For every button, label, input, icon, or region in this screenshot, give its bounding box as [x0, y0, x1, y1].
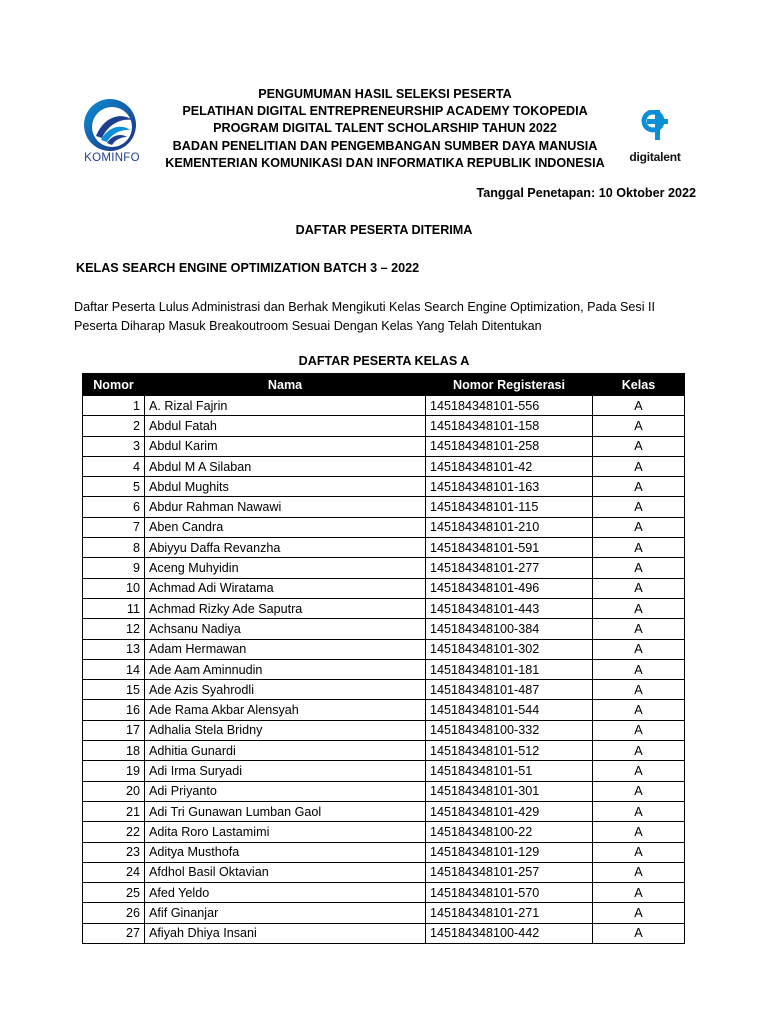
table-row — [83, 761, 685, 781]
cell-nama: Abdul M A Silaban — [145, 456, 426, 476]
cell-nomor: 19 — [83, 761, 145, 781]
cell-nama: Abdul Fatah — [145, 416, 426, 436]
cell-nomor: 11 — [83, 598, 145, 618]
cell-nama: Ade Aam Aminnudin — [145, 659, 426, 679]
cell-kelas: A — [593, 761, 685, 781]
header-nama: Nama — [145, 374, 426, 396]
kominfo-logo-icon — [74, 98, 150, 152]
cell-registrasi: 145184348101-42 — [426, 456, 593, 476]
cell-registrasi: 145184348101-496 — [426, 578, 593, 598]
cell-kelas: A — [593, 883, 685, 903]
table-body — [83, 396, 685, 944]
cell-nomor: 10 — [83, 578, 145, 598]
cell-nama: Aben Candra — [145, 517, 426, 537]
cell-kelas: A — [593, 923, 685, 943]
cell-nomor: 6 — [83, 497, 145, 517]
header-line-2: PELATIHAN DIGITAL ENTREPRENEURSHIP ACADEMY TOKOPEDIA — [182, 104, 588, 119]
cell-nomor: 15 — [83, 680, 145, 700]
table-row — [83, 801, 685, 821]
header-line-1: PENGUMUMAN HASIL SELEKSI PESERTA — [258, 87, 512, 101]
description-line-2: Peserta Diharap Masuk Breakoutroom Sesuai Dengan Kelas Yang Telah Ditentukan — [74, 319, 542, 333]
table-header-row — [83, 374, 685, 396]
cell-kelas: A — [593, 659, 685, 679]
cell-nama: Adi Tri Gunawan Lumban Gaol — [145, 801, 426, 821]
cell-nomor: 16 — [83, 700, 145, 720]
cell-registrasi: 145184348100-442 — [426, 923, 593, 943]
cell-nama: Ade Rama Akbar Alensyah — [145, 700, 426, 720]
table-row — [83, 619, 685, 639]
table-row — [83, 456, 685, 476]
cell-kelas: A — [593, 538, 685, 558]
header-line-4: BADAN PENELITIAN DAN PENGEMBANGAN SUMBER DAYA MANUSIA — [172, 138, 598, 153]
cell-kelas: A — [593, 497, 685, 517]
header-line-5: KEMENTERIAN KOMUNIKASI DAN INFORMATIKA REPUBLIK INDONESIA — [165, 155, 605, 170]
table-row — [83, 700, 685, 720]
cell-nomor: 21 — [83, 801, 145, 821]
cell-registrasi: 145184348101-271 — [426, 903, 593, 923]
cell-nama: Adhalia Stela Bridny — [145, 720, 426, 740]
cell-registrasi: 145184348101-51 — [426, 761, 593, 781]
cell-kelas: A — [593, 456, 685, 476]
cell-nama: Afif Ginanjar — [145, 903, 426, 923]
cell-registrasi: 145184348101-302 — [426, 639, 593, 659]
cell-registrasi: 145184348101-158 — [426, 416, 593, 436]
description — [74, 298, 704, 336]
cell-kelas: A — [593, 598, 685, 618]
header-kelas: Kelas — [593, 374, 685, 396]
table-row — [83, 781, 685, 801]
cell-nomor: 4 — [83, 456, 145, 476]
table-row — [83, 598, 685, 618]
cell-kelas: A — [593, 416, 685, 436]
cell-kelas: A — [593, 781, 685, 801]
cell-nomor: 23 — [83, 842, 145, 862]
cell-kelas: A — [593, 639, 685, 659]
table-row — [83, 497, 685, 517]
cell-nama: Aceng Muhyidin — [145, 558, 426, 578]
cell-kelas: A — [593, 700, 685, 720]
cell-registrasi: 145184348100-22 — [426, 822, 593, 842]
cell-nomor: 7 — [83, 517, 145, 537]
cell-nomor: 2 — [83, 416, 145, 436]
description-line-1: Daftar Peserta Lulus Administrasi dan Berhak Mengikuti Kelas Search Engine Optimization, Pada Sesi II — [74, 300, 656, 314]
header-registrasi: Nomor Registerasi — [426, 374, 593, 396]
cell-nomor: 20 — [83, 781, 145, 801]
cell-kelas: A — [593, 801, 685, 821]
cell-kelas: A — [593, 477, 685, 497]
table-row — [83, 883, 685, 903]
participant-table — [82, 373, 685, 944]
cell-registrasi: 145184348101-556 — [426, 396, 593, 416]
cell-nomor: 22 — [83, 822, 145, 842]
cell-kelas: A — [593, 396, 685, 416]
cell-registrasi: 145184348101-487 — [426, 680, 593, 700]
cell-nomor: 24 — [83, 862, 145, 882]
list-title: DAFTAR PESERTA DITERIMA — [295, 223, 473, 237]
cell-nama: A. Rizal Fajrin — [145, 396, 426, 416]
cell-nomor: 13 — [83, 639, 145, 659]
cell-registrasi: 145184348101-591 — [426, 538, 593, 558]
cell-kelas: A — [593, 436, 685, 456]
table-row — [83, 517, 685, 537]
cell-registrasi: 145184348101-570 — [426, 883, 593, 903]
cell-nama: Adita Roro Lastamimi — [145, 822, 426, 842]
digitalent-logo-text: digitalent — [629, 150, 681, 164]
table-title: DAFTAR PESERTA KELAS A — [298, 354, 470, 368]
cell-nama: Afdhol Basil Oktavian — [145, 862, 426, 882]
cell-nomor: 8 — [83, 538, 145, 558]
cell-nama: Adhitia Gunardi — [145, 741, 426, 761]
table-row — [83, 903, 685, 923]
digitalent-logo — [622, 110, 688, 166]
class-title: KELAS SEARCH ENGINE OPTIMIZATION BATCH 3 – 2022 — [76, 261, 420, 275]
cell-kelas: A — [593, 558, 685, 578]
cell-nama: Achmad Adi Wiratama — [145, 578, 426, 598]
table-row — [83, 558, 685, 578]
cell-kelas: A — [593, 680, 685, 700]
cell-kelas: A — [593, 862, 685, 882]
cell-nama: Aditya Musthofa — [145, 842, 426, 862]
cell-registrasi: 145184348101-301 — [426, 781, 593, 801]
cell-registrasi: 145184348100-332 — [426, 720, 593, 740]
digitalent-logo-icon — [639, 110, 671, 148]
cell-registrasi: 145184348101-257 — [426, 862, 593, 882]
cell-nomor: 25 — [83, 883, 145, 903]
cell-registrasi: 145184348101-443 — [426, 598, 593, 618]
cell-registrasi: 145184348101-258 — [426, 436, 593, 456]
cell-nama: Abdur Rahman Nawawi — [145, 497, 426, 517]
header-nomor: Nomor — [83, 374, 145, 396]
cell-nama: Afed Yeldo — [145, 883, 426, 903]
cell-kelas: A — [593, 578, 685, 598]
cell-nama: Ade Azis Syahrodli — [145, 680, 426, 700]
cell-registrasi: 145184348101-181 — [426, 659, 593, 679]
table-row — [83, 842, 685, 862]
decision-date: Tanggal Penetapan: 10 Oktober 2022 — [476, 186, 696, 200]
cell-registrasi: 145184348101-429 — [426, 801, 593, 821]
cell-kelas: A — [593, 903, 685, 923]
table-row — [83, 680, 685, 700]
cell-nama: Abdul Mughits — [145, 477, 426, 497]
cell-nomor: 9 — [83, 558, 145, 578]
cell-kelas: A — [593, 619, 685, 639]
cell-nomor: 14 — [83, 659, 145, 679]
cell-nama: Adi Irma Suryadi — [145, 761, 426, 781]
cell-registrasi: 145184348100-384 — [426, 619, 593, 639]
kominfo-logo-text: KOMINFO — [84, 152, 140, 164]
cell-nomor: 18 — [83, 741, 145, 761]
cell-nomor: 12 — [83, 619, 145, 639]
kominfo-logo — [74, 98, 150, 170]
cell-nomor: 1 — [83, 396, 145, 416]
cell-nomor: 27 — [83, 923, 145, 943]
cell-registrasi: 145184348101-210 — [426, 517, 593, 537]
table-row — [83, 862, 685, 882]
table-row — [83, 538, 685, 558]
table-row — [83, 477, 685, 497]
table-row — [83, 578, 685, 598]
cell-kelas: A — [593, 842, 685, 862]
cell-nomor: 26 — [83, 903, 145, 923]
cell-nama: Adam Hermawan — [145, 639, 426, 659]
cell-nama: Adi Priyanto — [145, 781, 426, 801]
cell-registrasi: 145184348101-129 — [426, 842, 593, 862]
cell-nama: Achmad Rizky Ade Saputra — [145, 598, 426, 618]
cell-registrasi: 145184348101-277 — [426, 558, 593, 578]
table-row — [83, 639, 685, 659]
cell-kelas: A — [593, 517, 685, 537]
cell-registrasi: 145184348101-544 — [426, 700, 593, 720]
table-row — [83, 720, 685, 740]
table-row — [83, 923, 685, 943]
table-row — [83, 416, 685, 436]
cell-nomor: 17 — [83, 720, 145, 740]
cell-registrasi: 145184348101-512 — [426, 741, 593, 761]
cell-kelas: A — [593, 822, 685, 842]
cell-registrasi: 145184348101-115 — [426, 497, 593, 517]
table-row — [83, 659, 685, 679]
header-line-3: PROGRAM DIGITAL TALENT SCHOLARSHIP TAHUN 2022 — [213, 121, 557, 136]
cell-nama: Abiyyu Daffa Revanzha — [145, 538, 426, 558]
table-row — [83, 436, 685, 456]
cell-nama: Abdul Karim — [145, 436, 426, 456]
table-row — [83, 396, 685, 416]
table-row — [83, 822, 685, 842]
cell-registrasi: 145184348101-163 — [426, 477, 593, 497]
table-row — [83, 741, 685, 761]
cell-kelas: A — [593, 720, 685, 740]
cell-nomor: 3 — [83, 436, 145, 456]
cell-nomor: 5 — [83, 477, 145, 497]
cell-nama: Achsanu Nadiya — [145, 619, 426, 639]
cell-nama: Afiyah Dhiya Insani — [145, 923, 426, 943]
announcement-header — [160, 86, 610, 172]
cell-kelas: A — [593, 741, 685, 761]
